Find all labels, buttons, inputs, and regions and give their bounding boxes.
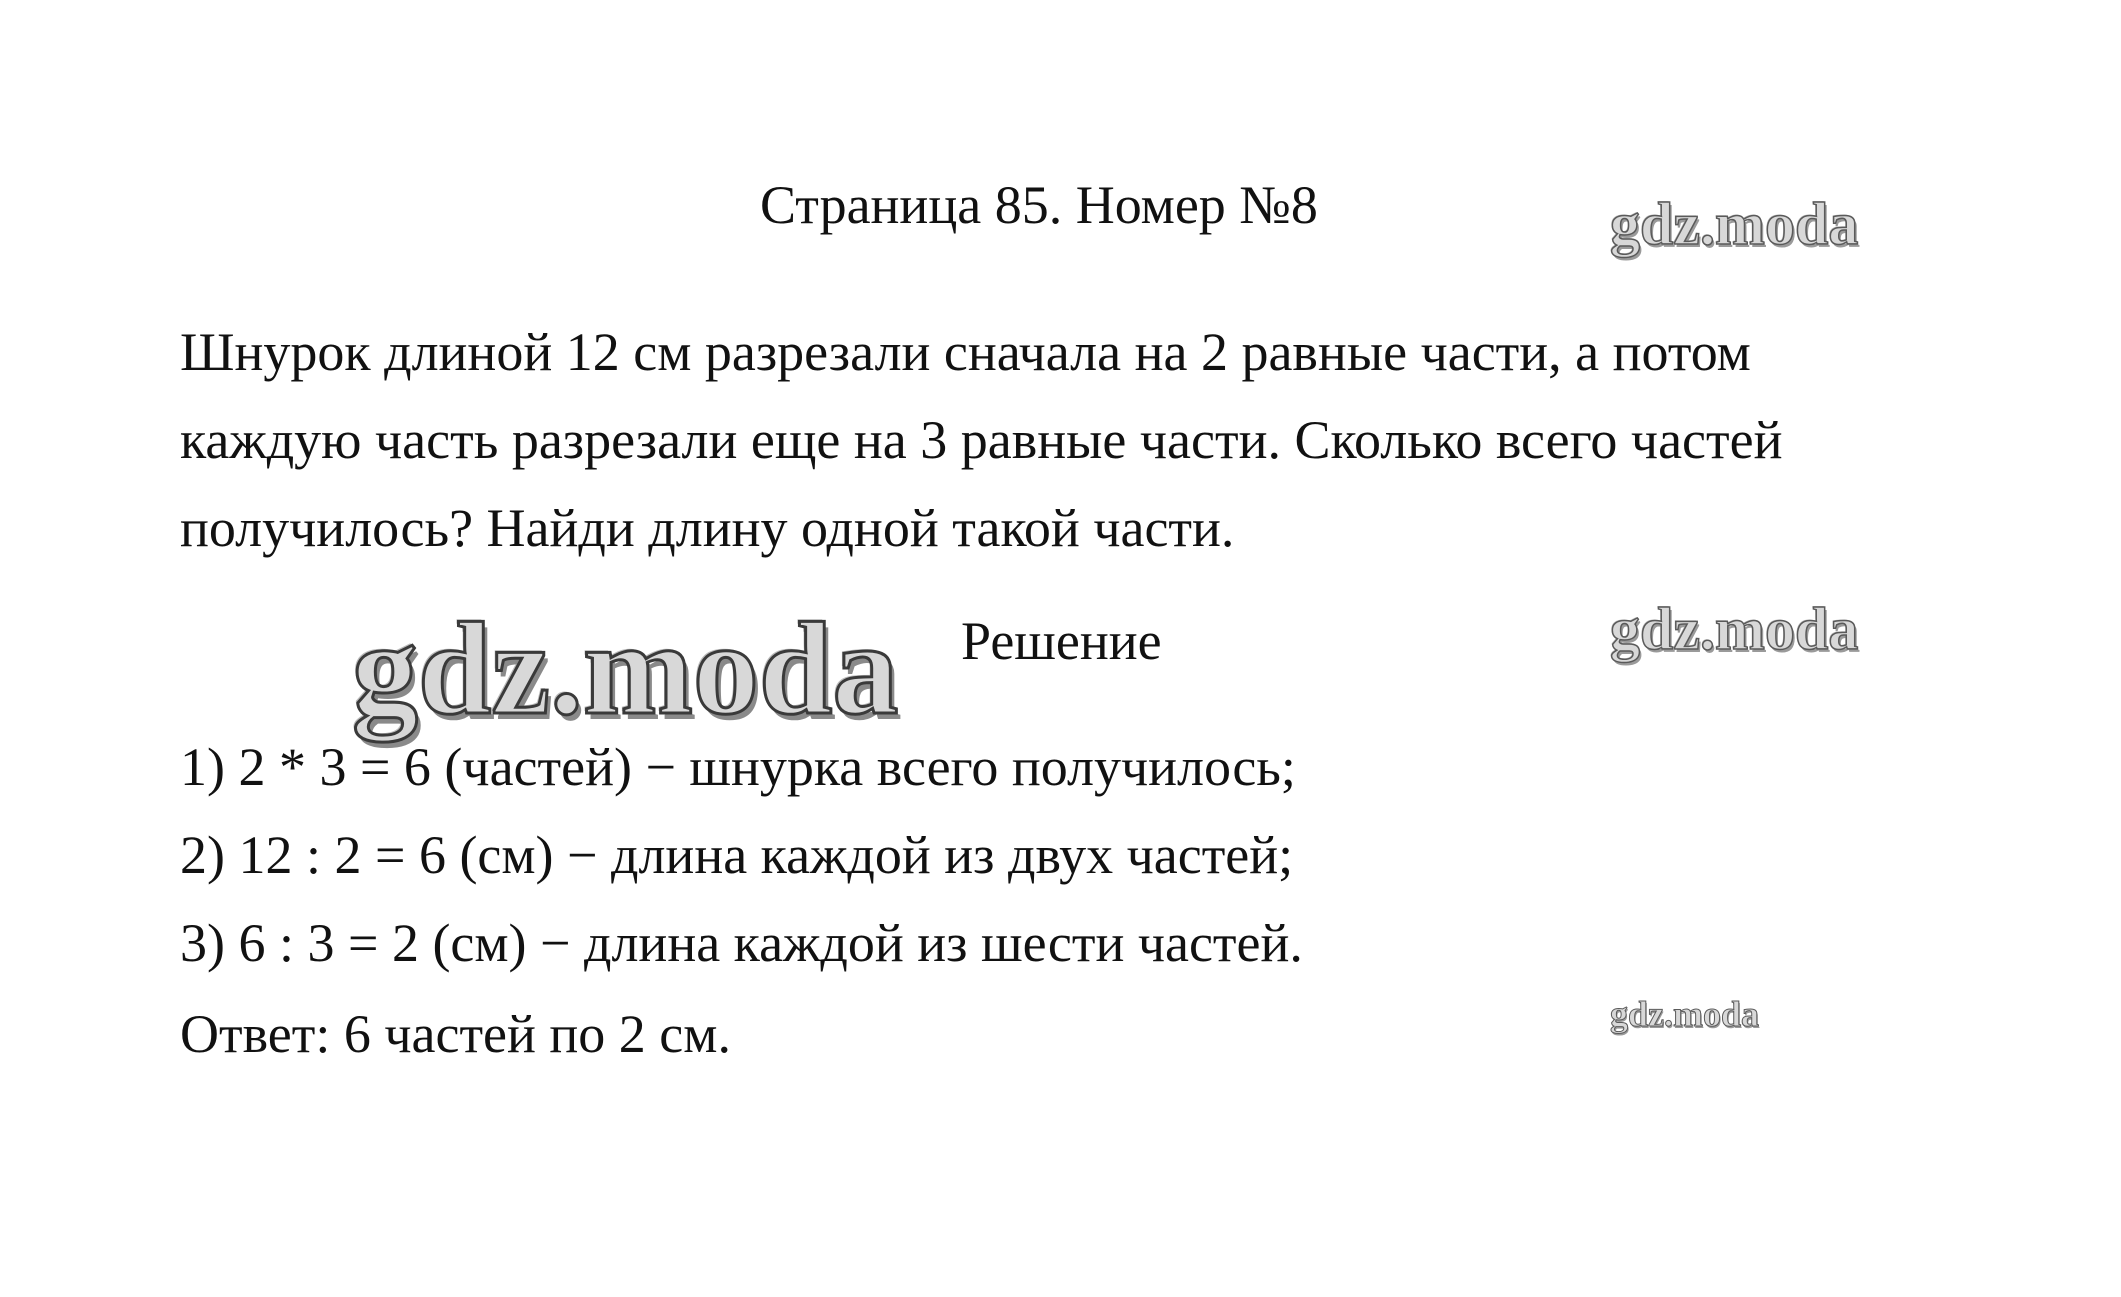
- answer-text: Ответ: 6 частей по 2 см.: [180, 1004, 731, 1064]
- problem-line: Шнурок длиной 12 см разрезали сначала на 2 равные части, а потом: [180, 322, 1751, 382]
- problem-line: каждую часть разрезали еще на 3 равные части. Сколько всего частей: [180, 410, 1783, 470]
- solution-step: 3) 6 : 3 = 2 (см) − длина каждой из шести частей.: [180, 913, 1303, 973]
- solution-steps: [180, 723, 1303, 987]
- watermark-logo-middle-right: gdz.moda: [1610, 596, 1859, 662]
- solution-step: 2) 12 : 2 = 6 (см) − длина каждой из двух частей;: [180, 825, 1294, 885]
- solution-step: 1) 2 * 3 = 6 (частей) − шнурка всего получилось;: [180, 737, 1296, 797]
- watermark-logo-large: gdz.moda: [352, 595, 899, 742]
- watermark-logo-top-right: gdz.moda: [1610, 191, 1859, 257]
- watermark-logo-small: gdz.moda: [1610, 994, 1760, 1034]
- problem-line: получилось? Найди длину одной такой части.: [180, 498, 1235, 558]
- solution-heading: Решение: [961, 611, 1162, 671]
- problem-text: [180, 308, 2040, 572]
- page-title: Страница 85. Номер №8: [760, 175, 1318, 235]
